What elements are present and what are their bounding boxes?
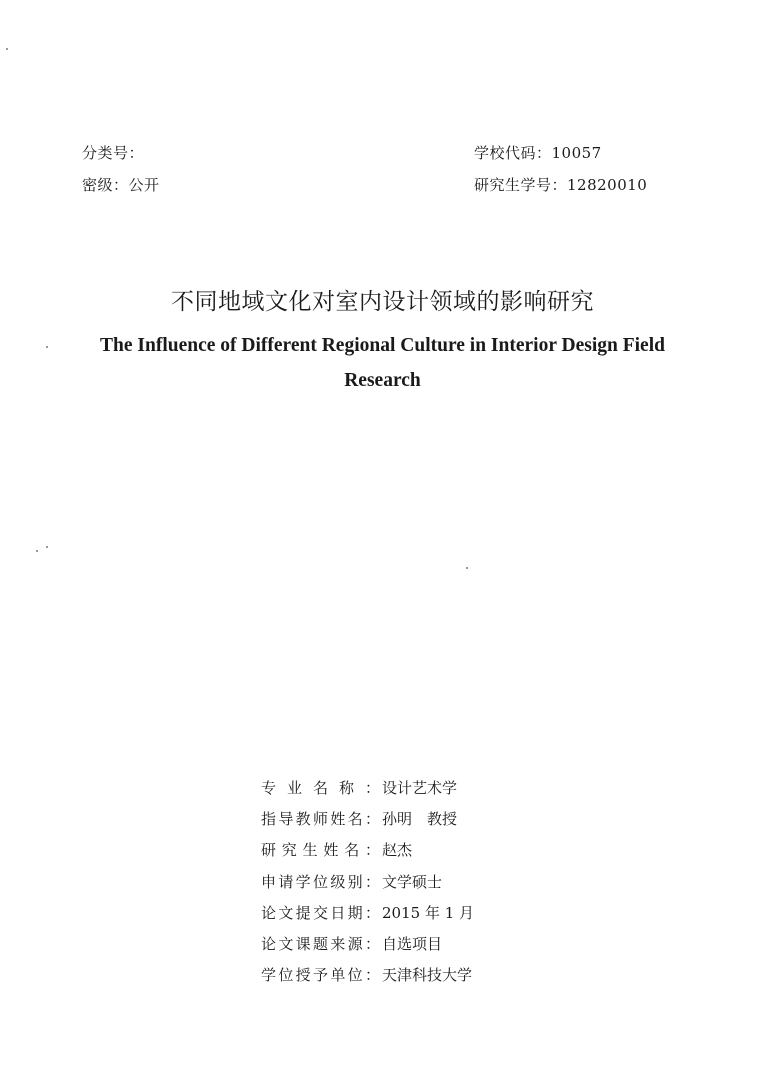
info-label-char: 单: [330, 966, 346, 985]
info-label-char: ：: [364, 903, 380, 922]
school-code: 学校代码：10057: [474, 144, 602, 162]
info-label-char: 别: [347, 872, 363, 891]
info-label-char: 源: [347, 935, 363, 954]
info-label-char: 予: [312, 966, 328, 985]
classification-number: 分类号：: [82, 144, 145, 162]
info-row: [261, 959, 601, 990]
info-label-char: 学: [295, 872, 311, 891]
info-label-char: ：: [364, 966, 380, 985]
info-label-char: ：: [364, 779, 380, 798]
info-label-char: 期: [347, 903, 363, 922]
info-label-char: 级: [330, 872, 346, 891]
info-value: 自选项目: [382, 935, 443, 954]
info-label-char: 称: [338, 779, 354, 798]
info-label-char: 提: [295, 903, 311, 922]
info-label: [261, 902, 380, 923]
scan-speck: [36, 550, 38, 552]
info-label-char: 位: [347, 966, 363, 985]
info-row: [261, 772, 601, 803]
info-row: [261, 834, 601, 865]
info-label-char: 师: [312, 810, 328, 829]
scan-speck: [6, 48, 8, 50]
info-label-char: 导: [278, 810, 294, 829]
info-label-char: 请: [278, 872, 294, 891]
scan-speck: [466, 567, 468, 569]
info-label-char: 交: [312, 903, 328, 922]
info-row: [261, 803, 601, 834]
info-label-char: 位: [278, 966, 294, 985]
info-label-char: 教: [295, 810, 311, 829]
info-row: [261, 897, 601, 928]
info-value: 2015 年 1 月: [382, 903, 475, 922]
info-label: [261, 777, 380, 798]
info-label-char: ：: [364, 810, 380, 829]
secrecy-level: 密级：公开: [82, 176, 160, 194]
info-label: [261, 871, 380, 892]
info-label-char: 题: [312, 935, 328, 954]
info-label-char: 生: [302, 841, 318, 860]
info-label-char: 文: [278, 935, 294, 954]
info-label-char: 学: [261, 966, 277, 985]
thesis-info-block: [261, 772, 601, 990]
info-label-char: 业: [286, 779, 302, 798]
student-id: 研究生学号：12820010: [474, 176, 648, 194]
info-label-char: 姓: [323, 841, 339, 860]
info-value: 赵杰: [382, 841, 413, 860]
info-label-char: 专: [261, 779, 277, 798]
info-row: [261, 866, 601, 897]
info-label-char: 日: [330, 903, 346, 922]
info-value: 文学硕士: [382, 872, 443, 891]
info-row: [261, 928, 601, 959]
info-value: 天津科技大学: [382, 966, 473, 985]
info-label-char: 名: [344, 841, 360, 860]
thesis-title-chinese: 不同地域文化对室内设计领域的影响研究: [171, 289, 594, 315]
info-label-char: ：: [364, 872, 380, 891]
info-label-char: ：: [364, 841, 380, 860]
info-label-char: 名: [312, 779, 328, 798]
info-label-char: 位: [312, 872, 328, 891]
info-label-char: 名: [347, 810, 363, 829]
info-label-char: 研: [261, 841, 277, 860]
info-label: [261, 839, 380, 860]
info-label-char: 申: [261, 872, 277, 891]
info-label-char: 论: [261, 935, 277, 954]
info-label-char: 来: [330, 935, 346, 954]
info-label-char: 究: [281, 841, 297, 860]
info-label-char: 授: [295, 966, 311, 985]
info-label-char: ：: [364, 935, 380, 954]
info-label-char: 姓: [330, 810, 346, 829]
info-label: [261, 808, 380, 829]
info-label-char: 课: [295, 935, 311, 954]
info-label: [261, 964, 380, 985]
info-value: 孙明 教授: [382, 810, 458, 829]
scan-speck: [46, 346, 48, 348]
info-value: 设计艺术学: [382, 779, 458, 798]
info-label: [261, 933, 380, 954]
thesis-title-english: The Influence of Different Regional Culture in Interior Design Field Research: [100, 335, 665, 391]
info-label-char: 论: [261, 903, 277, 922]
scan-speck: [46, 546, 48, 548]
info-label-char: 文: [278, 903, 294, 922]
info-label-char: 指: [261, 810, 277, 829]
